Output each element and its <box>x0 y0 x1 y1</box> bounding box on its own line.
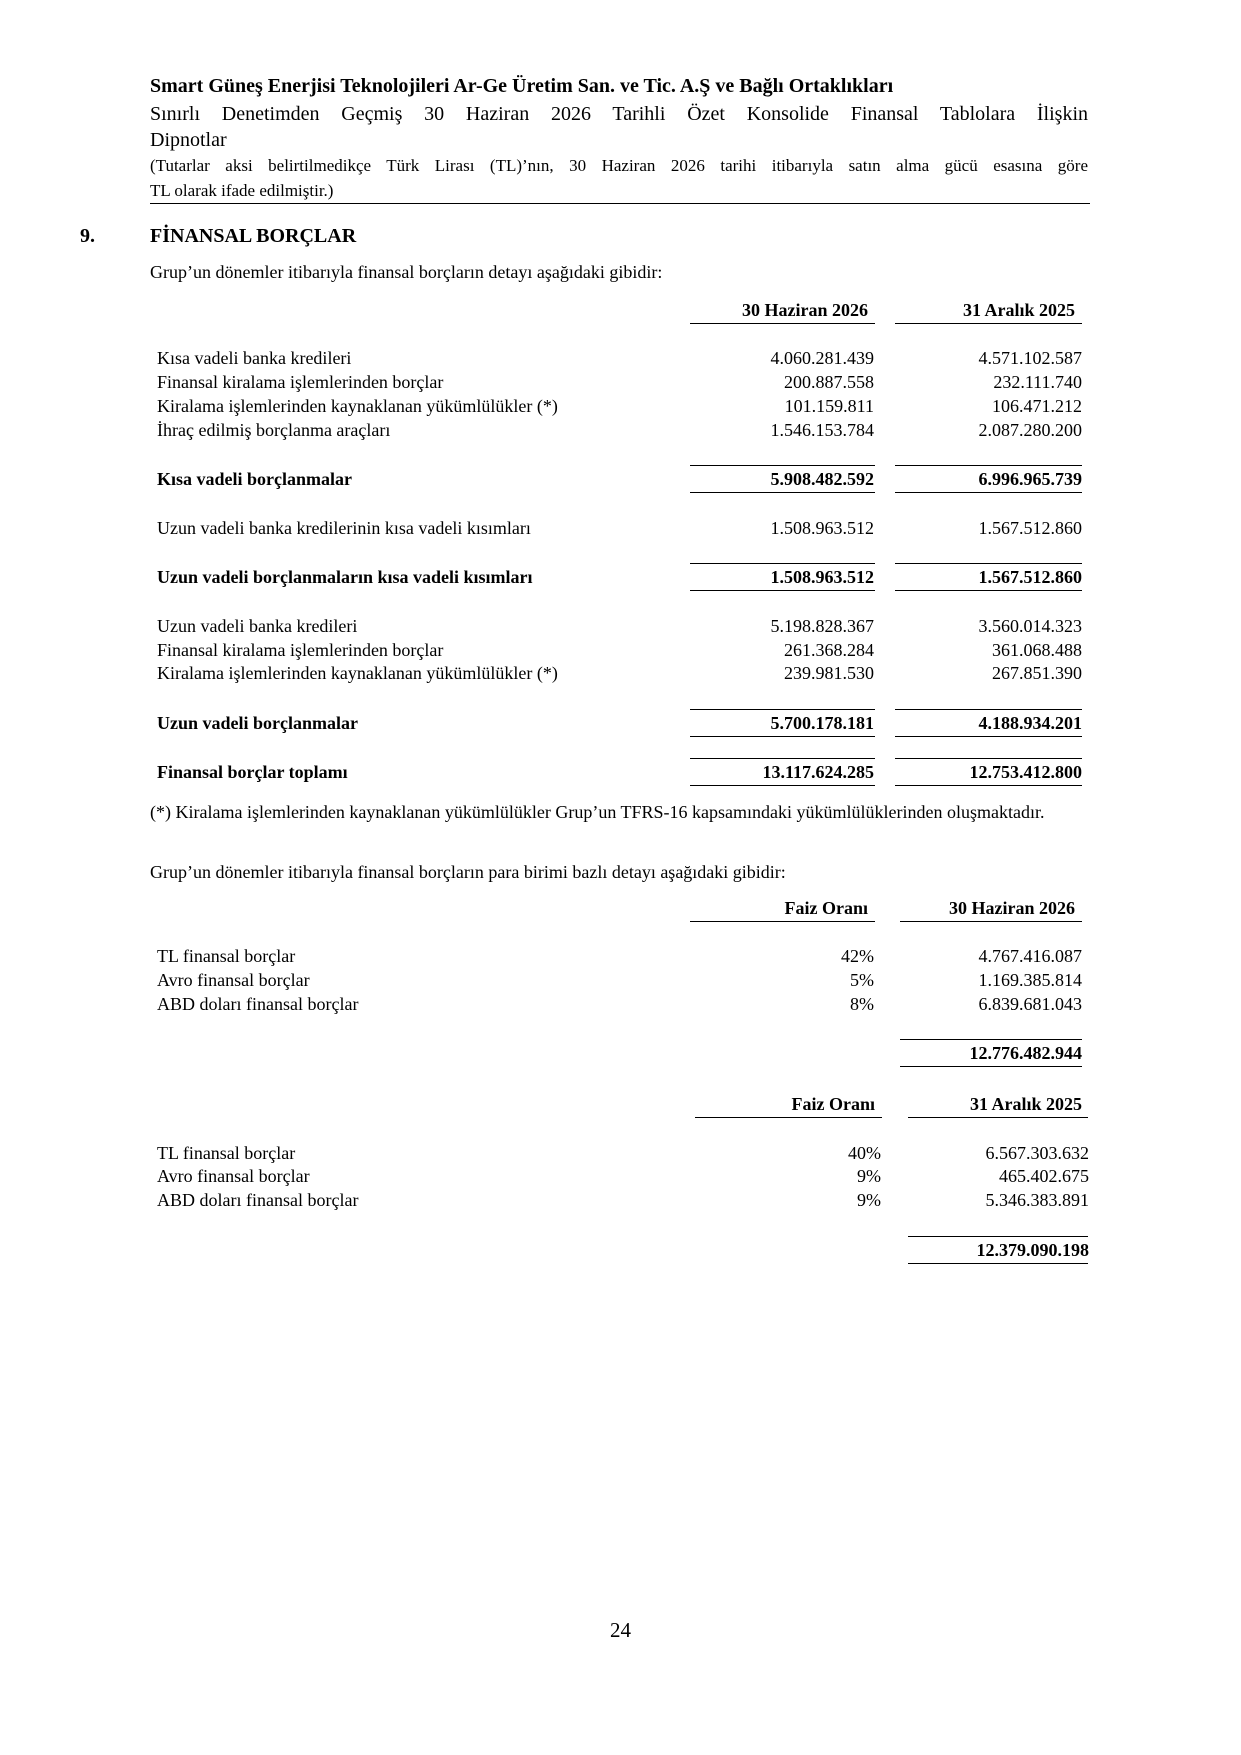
table-row <box>157 946 1082 970</box>
row-rate: 8% <box>850 994 874 1014</box>
report-subtitle: Sınırlı Denetimden Geçmiş 30 Haziran 2026 Tarihli Özet Konsolide Finansal Tablolara İlişkin <box>150 103 1088 125</box>
row-value-2025: 106.471.212 <box>992 396 1082 416</box>
header-underline <box>895 323 1082 324</box>
intro-text-currency: Grup’un dönemler itibarıyla finansal borçların para birimi bazlı detayı aşağıdaki gibidir: <box>150 862 786 882</box>
table-row-subtotal <box>157 713 1082 737</box>
row-value-2025: 1.567.512.860 <box>978 518 1082 538</box>
table-row-subtotal <box>157 469 1082 493</box>
row-label: Kiralama işlemlerinden kaynaklanan yükümlülükler (*) <box>157 663 558 683</box>
col-header-2026: 30 Haziran 2026 <box>949 898 1075 918</box>
total-underline <box>895 785 1082 786</box>
row-value-2025: 6.996.965.739 <box>978 469 1082 489</box>
table-row <box>157 1143 1089 1167</box>
total-underline <box>908 1263 1088 1264</box>
table-row-subtotal <box>157 567 1082 591</box>
row-label: ABD doları finansal borçlar <box>157 1190 359 1210</box>
section-number: 9. <box>80 225 95 247</box>
row-label: Uzun vadeli borçlanmaların kısa vadeli kısımları <box>157 567 533 587</box>
subtotal-underline <box>895 590 1082 591</box>
subtotal-underline <box>895 492 1082 493</box>
table-row <box>157 663 1082 687</box>
row-amount: 6.839.681.043 <box>978 994 1082 1014</box>
row-value-2025: 2.087.280.200 <box>978 420 1082 440</box>
row-rate: 5% <box>850 970 874 990</box>
row-amount: 5.346.383.891 <box>985 1190 1089 1210</box>
intro-text: Grup’un dönemler itibarıyla finansal borçların detayı aşağıdaki gibidir: <box>150 262 663 282</box>
subtotal-line <box>895 563 1082 564</box>
header-underline <box>690 921 875 922</box>
row-label: Uzun vadeli borçlanmalar <box>157 713 358 733</box>
col-header-rate: Faiz Oranı <box>784 898 868 918</box>
subtotal-underline <box>690 492 875 493</box>
total-amount: 12.776.482.944 <box>969 1043 1082 1063</box>
total-underline <box>900 1066 1082 1067</box>
company-name: Smart Güneş Enerjisi Teknolojileri Ar-Ge Üretim San. ve Tic. A.Ş ve Bağlı Ortaklıkları <box>150 75 894 97</box>
table-row <box>157 1166 1089 1190</box>
row-label: Kiralama işlemlerinden kaynaklanan yükümlülükler (*) <box>157 396 558 416</box>
subtotal-line <box>895 465 1082 466</box>
table-row <box>157 518 1082 542</box>
row-label: Finansal kiralama işlemlerinden borçlar <box>157 372 444 392</box>
row-label: Finansal kiralama işlemlerinden borçlar <box>157 640 444 660</box>
row-value-2025: 361.068.488 <box>992 640 1082 660</box>
subtotal-line <box>690 465 875 466</box>
row-label: İhraç edilmiş borçlanma araçları <box>157 420 391 440</box>
row-value-2026: 101.159.811 <box>784 396 874 416</box>
section-title: FİNANSAL BORÇLAR <box>150 225 357 247</box>
row-value-2026: 239.981.530 <box>784 663 874 683</box>
row-label: Kısa vadeli banka kredileri <box>157 348 352 368</box>
subtotal-line <box>690 563 875 564</box>
total-line <box>908 1236 1088 1237</box>
table-row <box>157 420 1082 444</box>
row-label: Uzun vadeli banka kredileri <box>157 616 358 636</box>
row-label: TL finansal borçlar <box>157 1143 296 1163</box>
col-header-2025: 31 Aralık 2025 <box>969 1094 1082 1114</box>
header-underline <box>908 1117 1088 1118</box>
header-underline <box>695 1117 882 1118</box>
subtotal-line <box>895 709 1082 710</box>
row-value-2026: 13.117.624.285 <box>762 762 874 782</box>
row-value-2025: 1.567.512.860 <box>978 567 1082 587</box>
footnote: (*) Kiralama işlemlerinden kaynaklanan yükümlülükler Grup’un TFRS-16 kapsamındaki yükümlülüklerinden oluşmaktadır. <box>150 802 1045 822</box>
row-value-2026: 5.700.178.181 <box>770 713 874 733</box>
row-amount: 6.567.303.632 <box>985 1143 1089 1163</box>
col-header-rate: Faiz Oranı <box>791 1094 875 1114</box>
row-value-2026: 5.908.482.592 <box>770 469 874 489</box>
table-row-total <box>157 762 1082 786</box>
row-label: TL finansal borçlar <box>157 946 296 966</box>
row-label: Kısa vadeli borçlanmalar <box>157 469 352 489</box>
currency-note-cont: TL olarak ifade edilmiştir.) <box>150 181 334 200</box>
row-amount: 465.402.675 <box>999 1166 1089 1186</box>
total-line <box>895 758 1082 759</box>
row-rate: 40% <box>848 1143 881 1163</box>
table-row <box>157 396 1082 420</box>
table-row <box>157 640 1082 664</box>
row-label: ABD doları finansal borçlar <box>157 994 359 1014</box>
table-row <box>157 348 1082 372</box>
table-row <box>157 372 1082 396</box>
table-row <box>157 1190 1089 1214</box>
row-value-2026: 5.198.828.367 <box>770 616 874 636</box>
row-value-2025: 4.571.102.587 <box>978 348 1082 368</box>
row-label: Finansal borçlar toplamı <box>157 762 348 782</box>
row-value-2026: 4.060.281.439 <box>770 348 874 368</box>
row-rate: 9% <box>857 1166 881 1186</box>
table-row-total <box>157 1043 1082 1067</box>
subtotal-underline <box>895 736 1082 737</box>
table-row <box>157 994 1082 1018</box>
total-line <box>900 1039 1082 1040</box>
row-amount: 1.169.385.814 <box>978 970 1082 990</box>
row-rate: 42% <box>841 946 874 966</box>
col-header-2025: 31 Aralık 2025 <box>962 300 1075 320</box>
row-value-2025: 267.851.390 <box>992 663 1082 683</box>
subtotal-line <box>690 709 875 710</box>
row-amount: 4.767.416.087 <box>978 946 1082 966</box>
page-number: 24 <box>610 1618 631 1642</box>
header-underline <box>900 921 1082 922</box>
currency-note: (Tutarlar aksi belirtilmedikçe Türk Lirası (TL)’nın, 30 Haziran 2026 tarihi itibarıyla satın alma gücü esasına göre <box>150 156 1088 175</box>
table-row-total <box>157 1240 1089 1264</box>
row-value-2025: 232.111.740 <box>993 372 1082 392</box>
row-value-2025: 12.753.412.800 <box>969 762 1082 782</box>
row-value-2026: 261.368.284 <box>784 640 874 660</box>
row-label: Avro finansal borçlar <box>157 970 310 990</box>
row-label: Avro finansal borçlar <box>157 1166 310 1186</box>
table-row <box>157 970 1082 994</box>
table-row <box>157 616 1082 640</box>
subtotal-underline <box>690 736 875 737</box>
report-subtitle-cont: Dipnotlar <box>150 129 227 151</box>
row-value-2025: 3.560.014.323 <box>978 616 1082 636</box>
row-rate: 9% <box>857 1190 881 1210</box>
total-line <box>690 758 875 759</box>
subtotal-underline <box>690 590 875 591</box>
header-underline <box>690 323 875 324</box>
row-value-2025: 4.188.934.201 <box>978 713 1082 733</box>
row-value-2026: 200.887.558 <box>784 372 874 392</box>
col-header-2026: 30 Haziran 2026 <box>742 300 868 320</box>
row-label: Uzun vadeli banka kredilerinin kısa vadeli kısımları <box>157 518 531 538</box>
row-value-2026: 1.546.153.784 <box>770 420 874 440</box>
total-amount: 12.379.090.198 <box>976 1240 1089 1260</box>
header-divider <box>150 203 1090 204</box>
total-underline <box>690 785 875 786</box>
row-value-2026: 1.508.963.512 <box>770 518 874 538</box>
row-value-2026: 1.508.963.512 <box>770 567 874 587</box>
